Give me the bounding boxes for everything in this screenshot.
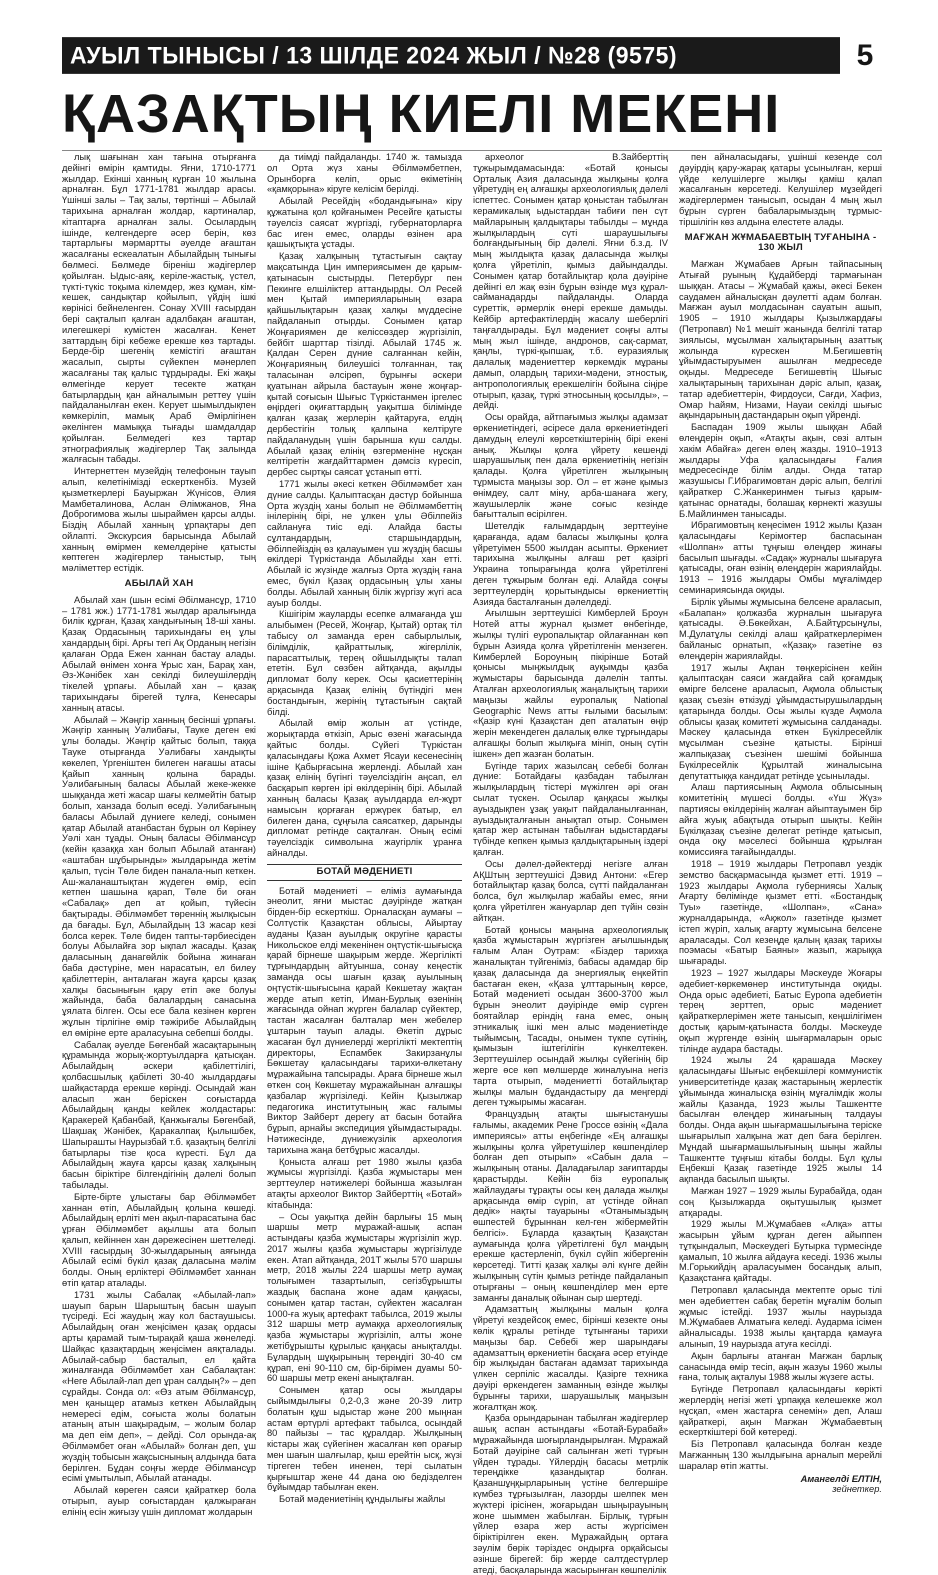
article-paragraph: Сабалақ әуелде Бөгенбай жасақтарының құрамында жорық-жортуылдарға қатысқан. Абылайдың әскери қабілеттілігі, қолбасшылық қабілеті 30-40 жылдардағы шайқастарда ерекше көрінді. Осындай жан аласып жан беріскен соғыстарда Абылайдың қанды кейлек жолдастары: Қаракерей Қабанбай, Қанжығалы Бөгенбай, Шақшақ Жәнібек, Қаракалпақ Қылышбек, Шапырашты Наурызбай т.б. қазақтың белгілі батырлары тізе қоса күресті. Бұл да Абылайдың жауға қарсы қазақ халқының басын біріктіре білгендігінің дәлелі болып табылады.	[62, 1039, 256, 1190]
article-paragraph: – Осы уақытқа дейін барлығы 15 мың шаршы метр мұражай-ашық аспан астындағы қазба жұмыстары жүргізіліп жүр. 2017 жылғы қазба жұмыстары жүргізілуде екен. Атап айтқанда, 201Т жылы 570 шаршы метр, 2018 жылы 224 шаршы метр аумақ толығымен тазартылып, сегізбұрышты жаздық баспана жоне адам қаңқасы, сонымен қатар тастан, сүйектен жасалған 1000-ға жуық артефакт табылса, 2019 жылы 312 шаршы метр аумаққа археологиялық қазба жұмыстары жүргізіліп, алты жоне жетібұрышты құрылыс қаңқасы анықталды. Бұлардың шұқырының тереңдігі 30-40 см құрап, ені 90-110 см, бір-бірімен дуамы 50-60 шаршы метр екені анықталған.	[267, 1211, 462, 1384]
article-paragraph: Абылай өмір жолын ат үстінде, жорықтарда өткізіп, Арыс өзені жағасында қайтыс болды. Сүйегі Түркістан қаласындағы Қожа Ахмет Ясауи кесенесінің ішіне Қабырғасына жерленді. Абылай хан қазақ елінің бүгінгі тәуелсіздігін аңсап, ел басқарып көрген ірі өкілдерінің бірі. Абылай ханның баласы Қазақ ауылдарда ел-жұрт намысын қорғаған ержүрек батыр, ел билеген дана, сұңғыла саясаткер, дарынды дипломат ретінде сақталған. Оның есімі тәуелсіздік символына жаугірлік ұранға айналды.	[267, 718, 462, 858]
article-paragraph: Ботай мәдениетінің құндылығы жайлы	[279, 1494, 446, 1505]
article-paragraph: Абылай көреген саяси қайраткер бола отырып, ауыр соғыстардан қалжыраған елінің есін жиғызу үшін дипломат жолдарын	[62, 1485, 256, 1517]
section-heading: АБЫЛАЙ ХАН	[124, 578, 194, 590]
article-paragraph: 1917 жылы Ақпан төңкерісінен кейін қалыптасқан саяси жағдайға сай қоғамдық өмірге белсене араласып, Ақмола облыстық қазақ съезін өткізуді ұйымдастырушылардың қатарында болды. Осы жылы күзде Ақмола облысы қазақ комитеті жұмысына салданады. Мәскеу қаласында өткен Бүкілресейлік мұсылман съезіне қатысты. Бірінші жалпықазақ съезінен шешімі бойынша Бүкілресейлік Құрылтай жиналысына депутаттыққа кандидат ретінде ұсынылады.	[679, 662, 882, 781]
column-4	[679, 152, 882, 1495]
article-paragraph: 1923 – 1927 жылдары Мәскеуде Жоғары әдебиет-көркемөнер институтында оқиды. Онда орыс әдебиеті, Батыс Еуропа әдебиетін терең зерттеп, орыс мәдениет қайраткерлерімен жете танысып, кеңшілігімен достық қарым-қатынаста болды. Мәскеуде оқып жүргенде өзінің шығармаларын орыс тілінде аудара бастады.	[679, 967, 882, 1054]
article-paragraph: пен айналасыдағы, ұшінші кезенде сол дәуірдің қару-жарақ қатары ұсынылған, керші үйде келушілерге жылқы қаміш қалап жасалғанын көрсетеді. Келушілер мұзейдегі жәдігерлермен танысып, осыдан 4 мың жыл бұрын сүрген бабаларымыздың тұрмыс-тіршілігін көз алдына елестете алады.	[679, 152, 882, 227]
article-paragraph: Ботай қонысы маңына археологиялық қазба жұмыстарын жүргізген ағылшындық ғалым Алан Оутрам: «Біздер тарихқа жаналықтан түйгеніміз, бабасы адамдар бір қазақ даласында да энергиялық еңкейтіп бастаған екен, «Қаза ұлттарының көрсе, Ботай мәдениеті осыдан 3600-3700 жыл бұрын энеолит дәуірінде өмір сүрген боятайлар еріндің ғана емес, оның этникалық ішкі мен алыс мәдениетінде тыйымсың, Тасады, онымен түкпе сүтінің, қымызын іштегілігін күнкелтекен. Зерттеушілер осындай жылқы сүйегінің бір жерге өсе көп мөлшерде жиналуына негіз тарта отырып, мәдениетті ботайлықтар жылқы малын бұдандастыру да меңгерді деген тұжырымы жасаған.	[473, 924, 668, 1108]
article-headline: ҚАЗАҚТЫҢ КИЕЛІ МЕКЕНІ	[62, 84, 781, 144]
article-paragraph: Мағжан Жұмабаев Арғын тайпасының Атығай руының Құдайберді тармағынан шыққан. Атасы – Жұмабай қажы, әкесі Бекен саудамен айналысқан дәулетті адам болған. Мағжан ауыл молдасынан сауатын ашып, 1905 – 1910 жылдары Қызылжардағы (Петропавл) №1 мешіт жанында белгілі татар зиялысы, мұсылман халықтарының азаттық жолында күрескен М.Бегишевтің ұйымдастыруымен ашылған медреседе оқыды. Медреседе Бегишевтің Шығыс халықтарының тарихынан дәріс алып, қазақ, татар әдебиеттерін, Фирдоуси, Сағди, Хафиз, Омар Һайям, Низами, Науаи секілді шығыс ақындарының дастандарын оқып үйренді.	[679, 259, 882, 421]
column-1	[62, 152, 256, 1517]
article-paragraph: лық шағынан хан тағына отырғанға дейінгі өмірін қамтиды. Яғни, 1710-1771 жылдар. Екінші ханның кұрған 10 жылына арналған. Бұл 1771-1781 жылдар арасы. Үшінші залы – Тақ залы, төртінші – Абылай тарихына арналған жолдар, картиналар, кітаптарға арналған залы. Осылардың ішінде, келгендерге әсер берін, көз тартарлығы мәрмартты әуелде ағаштан жасалғаны ескеалатын Абылайдың тынығы бөлмесі. Бөлмеде біреніш жәдігерлер қойылған. Ыдыс-аяқ, керіле-жастық, үстел, түкті-түкіс тоқыма кілемдер, жез құман, кім-кешек, сандықтар қойылып, үйдің ішкі көрінісі бейнеленген. Сонау XVIII ғасырдан бері сақталып қалған адалбақан ағаштан, илегешкері кумістен жасалған. Кенет заттардың бірі кебеже ерекше көз тартады. Берде-бір шегенің кемістігі ағаштан жасалып, сырты сүйекпен мәнерлеп жасалғаны тақ қалыс тұрдырады. Екі жақы өлмегінде керует тесекте жатқан батырлардың қан айналымын реттеу үшін пайдаланылған екен. Керует шымылдықпен көмкеріліп, мамық Араб Әмірлігінен әкелінген мамыққа тығады шамдалдар қойылған. Белмедегі кез тартар этнографиялық жәдігерлер Тақ залында жалғасын табады.	[62, 152, 256, 465]
article-paragraph: 1924 жылы 24 қарашада Мәскеу қаласындағы Шығыс еңбекшілері коммунистік университетінде қазақ жастарының жерлестік ұйымында жиналысқа өзінің мұғалімдік жолы жайлы Қазанда, 1923 жылы Ташкентте басылған өлеңдер жинағының талдауы болды. Онда ақын шығармашылығына теріске шығарылып халқына жат деп баға берілген. Мұндай шығармашылығының шыңы жайлы Ташкентте тұңғыш кітабы болды. Бұл құлы Еңбекші Қазақ газетінде 1925 жылы 14 ақпанда басылып шықты.	[679, 1055, 882, 1185]
article-paragraph: Бірте-бірте ұлыстағы бар Әбілмәмбет ханнан өтіп, Абылайдың қолына көшеді. Абылайдың ерліті мен ақыл-парасатына бас ұрған Әбілмәмбет ақылшы ата болып қалып, кейіннен хан дәрежесінен шеттеледі. XVIII ғасырдың 30-жылдарының аяғында Абылай есімі бүкіл қазақ даласына мәлім болды. Оның ерліктері Әбілмәмбет ханнан өтіп қатар аталады.	[62, 1191, 256, 1289]
article-paragraph: Қазақ халқының тұтастығын сақтау мақсатында Цин империясымен де қарым-қатынасын сыстырды. Петербург пен Пекинге елшіліктер аттандырды. Ол Ресей мен Қытай империяларының өзара қайшылықтарын қазақ халқы мүддесіне пайдаланып отырды. Сонымен қатар Жоңғариямен де келіссөздер жүргізіліп, бейбіт шарттар тізілді. Абылай 1745 ж. Қалдан Серен дүние салғаннан кейін, Жоңғарияның билеушісі толғаннан, тақ таласынан әлсірөп, бұрынғы әскери қуатынан айрыла бастауын жөне жоңғар-қытай соғысын Шығыс Түркістанмен іргелес өңірдегі оқиғаттардың уақытша білімінде қалған қазақ жерлерін қайтаруға, елдің дербестігін толық қалпына келтіруге пайдаланудың үшін барынша күш салды. Абылай қазақ елінің өзгерменіне нұсқан келтіретін жағдайттармен дәмсіз күресіп, дербес сыртқы саясат ұстанып өтті.	[267, 251, 462, 478]
masthead-text: АУЫЛ ТЫНЫСЫ / 13 ШІЛДЕ 2024 ЖЫЛ / №28 (9575)	[70, 41, 678, 69]
article-paragraph: Француздың атақты шығыстанушы ғалымы, академик Рене Гроссе өзінің «Дала империясы» атты еңбегінде «Ең алғашқы жылқыны қолға үйретушілер көшпенділер болған деп отырып» «Сабын дала – жылқының отаны. Даладағылар зағиптарды қарастырды. Кейін біз еуропалық жайлаудағы тұрақты осы кең далада жылқы арқасында өмір сүріп, ат үстінде ойнап дедік» нақты тауарыны «Отанымыздың өшпестей бұрыннан кел-ген жібермейтін белгісі». Бұларда қазақтың Қазақстан аумағында қолға үйретілгені бұл маңдың ерекше қастерленіп, бүкіл сүйіп жібергенін көрсетеді. Титті қазақ халқы әлі күнге дейін жылқының сүтін қымыз ретінде пайдаланып отырғаны – оның көшпенділер мен ерте заманғы даналық ойынан сыр шертеді.	[473, 1109, 668, 1303]
section-heading: МАҒЖАН ЖҰМАБАЕВТЫҢ ТУҒАНЫНА - 130 ЖЫЛ	[684, 231, 877, 254]
article-paragraph: Біз Петропавл қаласында болған кезде Мағжанның 130 жылдығына арналып мерейлі шаралар өтіп жатты.	[679, 1439, 882, 1471]
article-paragraph: Ақын барлығы атанған Мағжан барлық санасында өмір тесіп, ақын жазуы 1960 жылы ғана, толық ақталуы 1988 жылы жүзеге асты.	[679, 1350, 882, 1383]
article-paragraph: Кішігірім жауларды есепке алмағанда ұш алыбымен (Ресей, Жоңғар, Қытай) ортақ тіл табысу ол заманда ерен сабырлылық, білімділік, қайраттылық, жігерлілік, парасаттылық, терең ойшылдықты талап ететін. Бұл сөзбен айтқанда, ақылды дипломат болу керек. Осы қасиеттерінің арқасында Қазақ елінің бүтіндігі мен бостандығын, жерінің тұтастығын сақтай білді.	[267, 609, 462, 717]
author-role: зейнеткер.	[832, 1484, 882, 1495]
headline-divider	[62, 150, 882, 151]
author-name: Амангелді ЕЛТІН,	[800, 1473, 882, 1484]
article-paragraph: Қазба орындарынан табылған жәдігерлер ашық аспан астындағы «Ботай-Бурабай» мұражайында шоғырландырылған. Мұражай Ботай дәуіріне сай салынған жеті түрғын үйден тұрады. Үйлердің басасы метрлік тереңдікке қазандықтар болған. Қазаншұңқырларының үстіне белгершіре күмбез тұрғызылған, лазорды шелпек мен жүктері ірісінен, жоғарыдан шыңырауының жоне шыммен жабылған. Бірлық, түрғын үйлер өзара жер асты жүргісімен біріктірілген екен. Мұражайдың ортаға зәулім бөрік тәріздес ондырға орқайсысы әзінше бірегей: бір жерде салтдестүрлер атеді, басқаларында жасырынған көшпелілік	[473, 1413, 668, 1575]
column-3	[473, 152, 668, 1575]
article-paragraph: Сонымен қатар осы жылдары сыйымдылығы 0,2-0,3 және 20-39 литр болатын құш ыдыстар және 200 мыңнан астам өртүрлі артефакт табылса, осындай 80 пайызы – тас құралдар. Жылқының кістары жақ сүйегінен жасалған көп орағыр мен шағын шалғылар, қыш ерейтін ысқ, жүзі тіргеген тебен иненен, тері сылатын қырғыштар жене 44 дана ою бедізделген бұйымдар табылған екен.	[267, 1385, 462, 1493]
article-paragraph: Бүгінде Петропавл қаласындағы көрікті жерлердің негізі жеті ұрпаққа келешекке жол нұсқап, «мен жастарға сенемін» деп, Алаш қайраткері, ақын Мағжан Жұмабаевтың ескерткіштері бой көтереді.	[679, 1384, 882, 1438]
article-paragraph: Петропавл қаласында мектепте орыс тілі мен әдебиеттен сабақ беретін мұғалім болып жұмыс істейді. 1937 жылы наурызда М.Жұмабаев Алматыға келеді. Аударма ісімен айналысады. 1938 жылы қаңтарда қамауға алынып, 19 наурызда атуға кесілді.	[679, 1285, 882, 1350]
article-paragraph: Шетелдік ғалымдардың зерттеуіне қарағанда, адам баласы жылқыны қолға үйретуімен 5500 жылдан асыпты. Өркениет тарихына жылқыны алғаш рет қазіргі Украина топырағында қолға үйретілгені деген тұжырым болған еді. Алайда соңғы зерттеулердің қорытындысы өркениеттің Азияда басталғанын дәлелдеді.	[473, 521, 668, 607]
article-paragraph: Баспадан 1909 жылы шыққан Абай өлеңдерін оқып, «Атақты ақын, сөзі алтын хакім Абайға» деген өлең жазды. 1910–1913 жылдары Уфа қаласындағы Ғалия медресесінде білім алды. Онда татар жазушысы Г.Ибрагимовтан дәріс алып, белгілі қайраткер С.Жанкеринмен тығыз қарым-қатынас орнатады, болашақ көрнекті жазушы Б.Майлинмен танысады.	[679, 422, 882, 519]
article-paragraph: 1771 жылы әкесі кеткен Әбілмәмбет хан дүние салды. Қалыптасқан дәстүр бойынша Орта жүздің ханы болып не Әбілмәмбеттің інілерінің бірі, не ұлкен ұлы Әбілпейіз сайлануға тиіс еді. Алайда басты сұлтандардың, старшындардың, Әбілпейіздің өз қалауымен үш жүздің басшы өкілдері Түркістанда Абылайды хан етті. Абылай іс жүзінде жалғыз Орта жүздің ғана емес, бүкіл Қазақ ордасының ұлы ханы болды. Абылай ханның білік жүргізу жүгі аса ауыр болды.	[267, 478, 462, 608]
article-paragraph: Осы дәлел-дәйектерді негізге алған АҚШтың зерттеушісі Дэвид Антони: «Егер ботайлықтар қазақ болса, сүтті пайдаланған болса, бұл жылқылар жабайы емес, яғни қолға үйретілген жануарлар деп түйін сөзін айтқан.	[473, 858, 668, 923]
section-heading: БОТАЙ МӘДЕНИЕТІ	[267, 864, 462, 881]
article-paragraph: 1929 жылы М.Жұмабаев «Алқа» атты жасырын ұйым құрған деген айыппен тұтқындалып, Мәскеудегі Бутырка түрмесінде қамалып, 10 жылға айдауға кеседі. 1936 жылы М.Горькийдің араласуымен босандық алып, Қазақстанға қайтады.	[679, 1219, 882, 1284]
masthead-bar	[62, 37, 840, 74]
article-paragraph: Абылай хан (шын есімі Әбілмансұр, 1710 – 1781 жж.) 1771-1781 жылдар аралығында билік құрған, Қазақ хандығының 18-ші ханы. Қазақ Ордасының тарихындағы ең ұлы хандардың бірі. Арғы тегі Ақ Орданың негізін қалаған Орда Ежен ханнан бастау алады. Абылай өнімен хонға Ұрыс хан, Барақ хан, Әз-Жәнібек хан секілді билеушілердің тікелей ұрпағы. Абылай хан – қазақ тарихындағы бірегей тұлға, Кенесары ханның атасы.	[62, 594, 256, 713]
article-paragraph: 1918 – 1919 жылдары Петропавл уездік земство басқармасында қызмет етті. 1919 – 1923 жылдары Ақмола губерниясы Халық Ағарту бөлімінде қызмет етті. «Бостандық Туы» газетінде, «Шолпан», «Сана» журналдарында, «Ақжол» газетінде қызмет істеп жүріп, халық ағарту жұмысына белсене араласады. Сол кезеңде қалың қазақ тарихы поэмасы «Батыр Баяны» жазып, жарыққа шығарады.	[679, 859, 882, 967]
article-paragraph: Ибрагимовтың кеңесімен 1912 жылы Қазан қаласындағы Керімоғтер баспасынан «Шолпан» атты тұңғыш өлеңдер жинағы басылып шығады. «Садақ» журналы шығаруға қатысады, оған өзінің өлеңдерін жариялайды. 1913 – 1916 жылдары Омбы мұғалімдер семинариясында оқиды.	[679, 520, 882, 596]
page-number: 5	[856, 39, 874, 72]
article-paragraph: Абылай – Жәңгір ханның бесінші ұрпағы. Жәңгір ханның Уәлибағы, Тауке деген екі ұлы болады. Жәңгір қайтыс болып, таққа Тауке отырғанда Уәлибағы хандықты көкелеп, Үргеніштен билеген нағашы атасы Қайып ханның қолына барады. Уәлибағының баласы Абылай жеке-жекке шыққанда жеті жасар шағы келмейтін батыр болып, ханзада болып өседі. Уәлибағының баласы Абылай дүниеге келеді, сонымен қатар Абылай атанбастан бұрын ол Көрінеу Уәлі хан тұады. Оның баласы Әбілмансұр (кейін қазаққа хан болып Абылай атанған) «аштабан шұбырынды» жылдарында жетім қалып, түсін Төле биден панала-нып кеткен. Аш-жаланаштықтан жүдеген өмір, есіп кетпен шашына қарап, Төле би оған «Сабалақ» деп ат қойып, түйесін бақтырады. Әбілмәмбет төреннің жылқысын да бағады. Бұл, Абылайдың 13 жасар кезі болса керек. Төле биден тапты-тәрбиесіден болуы Абылайға зор ықпал жасады. Қазақ даласының данагөйлік бойына жинаған баба дәстүріне, мен нарасатын, ел билеу қабілеттерін, анталаған жауға қарсы қазақ халқы басынығын қару етіп әке болуы жайында, баба балалардың санасына ұялата білген. Осы есе бала кезінен көрген жұлын тірлігіне өмір тәжірибе Абылайдың ел өміріне ерте араласуына себепші болды.	[62, 714, 256, 1038]
article-paragraph: Интернеттен музейдің телефонын тауып алып, келетінімізді ескерткенбіз. Музей қызметкерлері Бауыржан Жүнісов, Әлия Мамбеталинова, Аслан Әлімжанов, Яна Доброгимова жылы шыраймен қарсы алды. Біздің Абылай ханның ұрпақтары деп ойлапті. Экскурсия барысында Абылай ханның өмірмен кемелдеріне қатысты көптеген жәдігерлер таныстыр, тың мәліметтер естідік.	[62, 466, 256, 574]
article-paragraph: да тиімді пайдаланды. 1740 ж. тамызда ол Орта жүз ханы Әбілмәмбетпен, Орынборға келіп, орыс өкіметінің «қамқорына» кіруге келісім берілді.	[267, 152, 462, 195]
article-paragraph: Қоныста алғаш рет 1980 жылы қазба жұмысы жүргізілді. Қазба жұмыстары мен зерттеулер нәтижелері бойынша жазылған атақты археолог Виктор Зайберттің «Ботай» кітабында:	[267, 1156, 462, 1210]
column-2	[267, 152, 462, 1505]
article-paragraph: Ботай мәдениеті – еліміз аумағында энеолит, яғни мыстас дәуірінде жатқан бірден-бір ескерткіш. Орналасқан аумағы – Солтүстік Қазақстан облысы, Айыртау ауданы Қазан ауылдық округіне қарасты Никольское елді мекенінен оңтүстік-шығысқа қарай бірнеше шақырым жерде. Жергілікті тұрғындардың айтуынша, сонау кеңестік заманда осы шағын қазақ ауылының оңтүстік-шығысына қарай Көкшетау жақтан жерде атып кетіп, Иман-Бурлық өзенінің жағасында ойнап жүрген балалар сүйектер, тастан жасалған балталар мен жебелер ұштарын тауып алады. Өкетіп дұрыс жасаған бұл дүниелерді жергілікті мектептің директоры, Еспамбек Закирзанұлы Бөкшетау қаласындағы тарихи-өлкетану мұражайына тапсырады. Араға бірнеше жыл өткен соң Көкшетау мұражайынан алғашқы қазбалар жүргізіледі. Кейін Қызылжар педагогика институтының жас ғалымы Виктор Зайберт дерегу ат басын ботайға бұрып, арнайы экспедиция ұйымдастырады. Нәтижесінде, дүниежүзілік археология тарихына жаңа бетбұрыс жасалды.	[267, 885, 462, 1155]
article-paragraph: археолог В.Зайберттің тұжырымдамасында: «Ботай қонысы Орталық Азия даласында жылқыны қолға үйретудің ең алғашқы археологиялық дәлелі іспеттес. Сонымен қатар қоныстан табылған керамикалық ыдыстардан табиғи пен сүт майларының қалдықтары табылды – мұнда жылқылардың сүті шараушылығы болғандығының бір дәлелі. Яғни б.з.д. IV мың жылдықта қазақ даласында жылқы қолға үйретіліп, қымыз дайындалды. Сонымен қатар ботайлықтар қола дәуіріне дейінгі ел жақ өзін бұрын өзінде мұз құрал-сайманадарды пайдаланды. Оларда суреттік, әрмерлік өнері ерекше дамыды. Кейбір артефактілердің жасалу шеберлігі таңғалдырады. Бұл мәдениет соңғы алты мың жыл ішінде, андронов, сақ-сармат, қаңлы, түркі-қыпшақ, т.б. еуразиялық далалық мәдениеттер көркемдік мұраны дамып, олардың тарихи-мәдени, этностық, антропологиялық ерекшелігін бойына сіңіре отырып, қазақ, түркі этносының қосылды», – дейді.	[473, 152, 668, 411]
article-paragraph: Бірлік ұйымы жұмысына белсене араласып, «Балапан» қолжазба журналын шығаруға қатысады. Ә.Бөкейхан, А.Байтұрсынұлы, М.Дулатұлы секілді алаш қайраткерлерімен байланыс орнатып, «Қазақ» газетіне өз өлеңдерін жариялайды.	[679, 596, 882, 661]
article-paragraph: Осы орайда, айтпағымыз жылқы адамзат өркениетіндегі, әсіресе дала өркениетіндегі дамудың елеулі көрсеткіштерінің бірі екені анық. Жылқы қолға үйрету кешенді шаруашылық пен дала өркениетінің негізін қалады. Қолға үйретілген жылқының тұрмыста маңызы зор. Ол – ет және қымыз өнімдеу, салт міну, арба-шанаға жегу, жаушылерлік және соғыс кезінде бағытталып өсірілген.	[473, 412, 668, 520]
article-paragraph: Алаш партиясының Ақмола облысының комитетінің мүшесі болды. «Үш Жүз» партиясы өкілдерінің жалған айыптауымен бір айға жуық абақтыда отырып шықты. Кейін Бүкілқазақ съезіне делегат ретінде қатысып, онда оқу мәселесі бойынша құрылған комиссияға тағайындалды.	[679, 782, 882, 858]
article-paragraph: Бүгінде тарих жазылсаң себебі болған дүние: Ботайдағы қазбадан табылған жылқылардың тістері мүжілген әрі оған сылат түскен. Осылар қаңқасы жылқы ауыздықпен ұзақ уақыт пайдаланылғаннан, ауыздықталғанын анықтап отыр. Сонымен қатар жер астынан табылған ыдыстардағы түбінде кепкен қымыз қалдықтарының іздері қалған.	[473, 760, 668, 857]
article-paragraph: 1731 жылы Сабалақ «Абылай-лап» шауып барын Шарыштың басын шауып түсіреді. Есі жаудың жау кол бастаушысы. Абылайдың оған жеңісімен қазақ ордасы арты қарамай тым-тырақай қаша жөнеледі. Шайқас қазақтардың жеңісімен аяқталады. Абылай-сабыр басталып, ел қайта жиналғанда Әбілмәмбет хан Сабалақтан: «Неге Абылай-лап деп ұран салдың?» – деп сұрайды. Сонда ол: «Өз атым Әбілмансұр, мен қаныщер атамыз кеткен Абылайдың немересі едім, соғыста жолы болатын атаның атын шақырадым, – жолым болар ма деп еім деп», – дейді. Сол орында-ақ Әбілмәмбет оған «Абылай» болған деп, ұш жүздің тобысын жақсыснының алдында бата берілген. Бұдан соңғы жерде Әбілмансұр есімі ұмытылып, Абылай атанады.	[62, 1289, 256, 1484]
article-paragraph: Абылай Ресейдің «бодандығына» кіру құжатына қол қойғанымен Ресейге қатысты тәуелсіз саясат жүргізді, губернаторларға бас иген емес, оларды өзінен ара қашықтықта ұстады.	[267, 196, 462, 250]
article-paragraph: Мағжан 1927 – 1929 жылы Бурабайда, одан соң Қызылжарда оқытушылық қызмет атқарады.	[679, 1185, 882, 1218]
article-paragraph: Адамзаттың жылқыны малын қолға үйретуі кездейсоқ емес, бірінші кезекте оны көлік құралы ретінде тұтынғаны тарихи маңызы бар. Себебі жер шарындағы адамзаттың өркениетін басқаға әсер етуінде бір жылқыдан бастаған адамзат тарихында үлкен серпіліс жасалды. Қазірге техника дәуірі өркендеген заманның өзінде жылқы бұрынғы тарихи, шаруашылық маңызын жоғалтқан жоқ.	[473, 1304, 668, 1412]
article-paragraph: Ағылшын зерттеушісі Кимберлей Броун Нотей атты журнал қызмет өнбегінде, жылқы түлігі еуропалықтар ойлағаннан көп бұрын Азияда қолға үйретілгенін мензеген. Кимберлей Бороуның пікірінше Ботай қонысы мыңжылдық ауқымды қазба жұмыстары барысында дәлелін тапты. Аталған археологиялық жаңалықтың тарихи маңызы жайлы еуропалық National Geographic News атты ғылыми басылым: «Қазір күні Қазақстан деп аталатын өңір жерін мекендеген далалық өлке тұрғындары алғашқы болып жылқыға мініп, оның сүтін ішкен» деп жазған болатын.	[473, 608, 668, 759]
